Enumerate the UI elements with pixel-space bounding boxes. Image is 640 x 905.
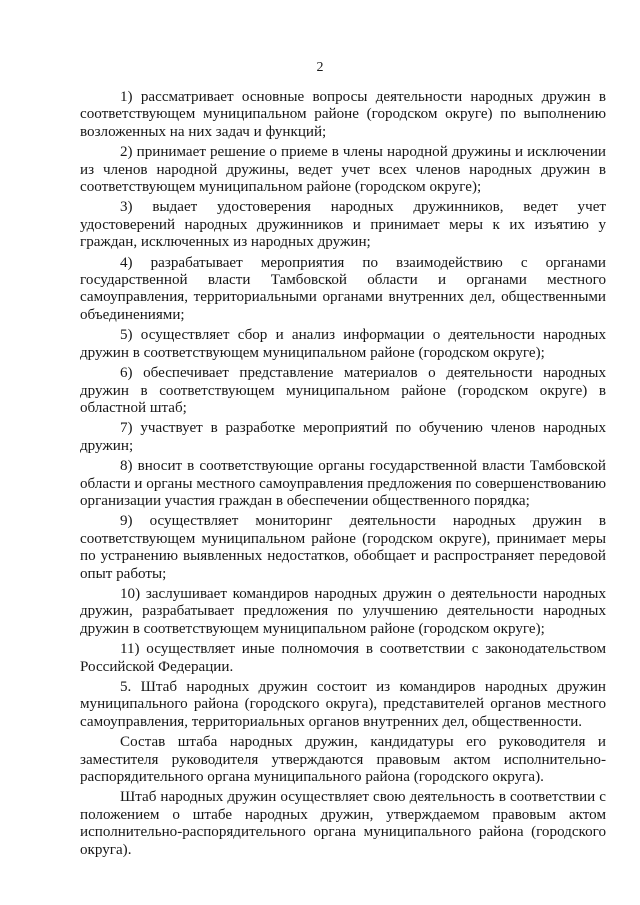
paragraph-item-5: 5) осуществляет сбор и анализ информации о деятельности народных дружин в соответствующем муниципальном районе (городском округе);: [80, 327, 606, 361]
paragraph-item-2: 2) принимает решение о приеме в члены народной дружины и исключении из членов народной дружины, ведет учет всех членов народных дружин в соответствующем муниципальном районе (городском округе);: [80, 144, 606, 196]
document-body: [80, 89, 606, 862]
paragraph-item-1: 1) рассматривает основные вопросы деятельности народных дружин в соответствующем муниципальном районе (городском округе) по выполнению возложенных на них задач и функций;: [80, 89, 606, 140]
paragraph-section-5: 5. Штаб народных дружин состоит из командиров народных дружин муниципального района (городского округа), представителей органов местного самоуправления, территориальных органов внутренних дел, общественности.: [80, 679, 606, 730]
paragraph-item-10: 10) заслушивает командиров народных дружин о деятельности народных дружин, разрабатывает предложения по улучшению деятельности народных дружин в соответствующем муниципальном районе (городском округе);: [80, 585, 606, 637]
paragraph-item-11: 11) осуществляет иные полномочия в соответствии с законодательством Российской Федерации.: [80, 641, 606, 675]
page-number: 2: [316, 60, 324, 75]
paragraph-staff-composition: Состав штаба народных дружин, кандидатуры его руководителя и заместителя руководителя утверждаются правовым актом исполнительно-распорядительного органа муниципального района (городского округа).: [80, 734, 606, 786]
paragraph-item-7: 7) участвует в разработке мероприятий по обучению членов народных дружин;: [80, 420, 606, 454]
paragraph-item-8: 8) вносит в соответствующие органы государственной власти Тамбовской области и органы местного самоуправления предложения по совершенствованию организации участия граждан в обеспечении общественного порядка;: [80, 458, 606, 509]
paragraph-item-4: 4) разрабатывает мероприятия по взаимодействию с органами государственной власти Тамбовской области и органами местного самоуправления, территориальными органами внутренних дел, общественными объединениями;: [80, 254, 606, 323]
paragraph-staff-activity: Штаб народных дружин осуществляет свою деятельность в соответствии с положением о штабе народных дружин, утверждаемом правовым актом исполнительно-распорядительного органа муниципального района (городского округа).: [80, 789, 606, 858]
paragraph-item-9: 9) осуществляет мониторинг деятельности народных дружин в соответствующем муниципальном районе (городском округе), принимает меры по устранению выявленных недостатков, обобщает и распространяет передовой опыт работы;: [80, 513, 606, 582]
paragraph-item-6: 6) обеспечивает представление материалов о деятельности народных дружин в соответствующем муниципальном районе (городском округе) в областной штаб;: [80, 365, 606, 416]
paragraph-item-3: 3) выдает удостоверения народных дружинников, ведет учет удостоверений народных дружинников и принимает меры к их изъятию у граждан, исключенных из народных дружин;: [80, 199, 606, 251]
